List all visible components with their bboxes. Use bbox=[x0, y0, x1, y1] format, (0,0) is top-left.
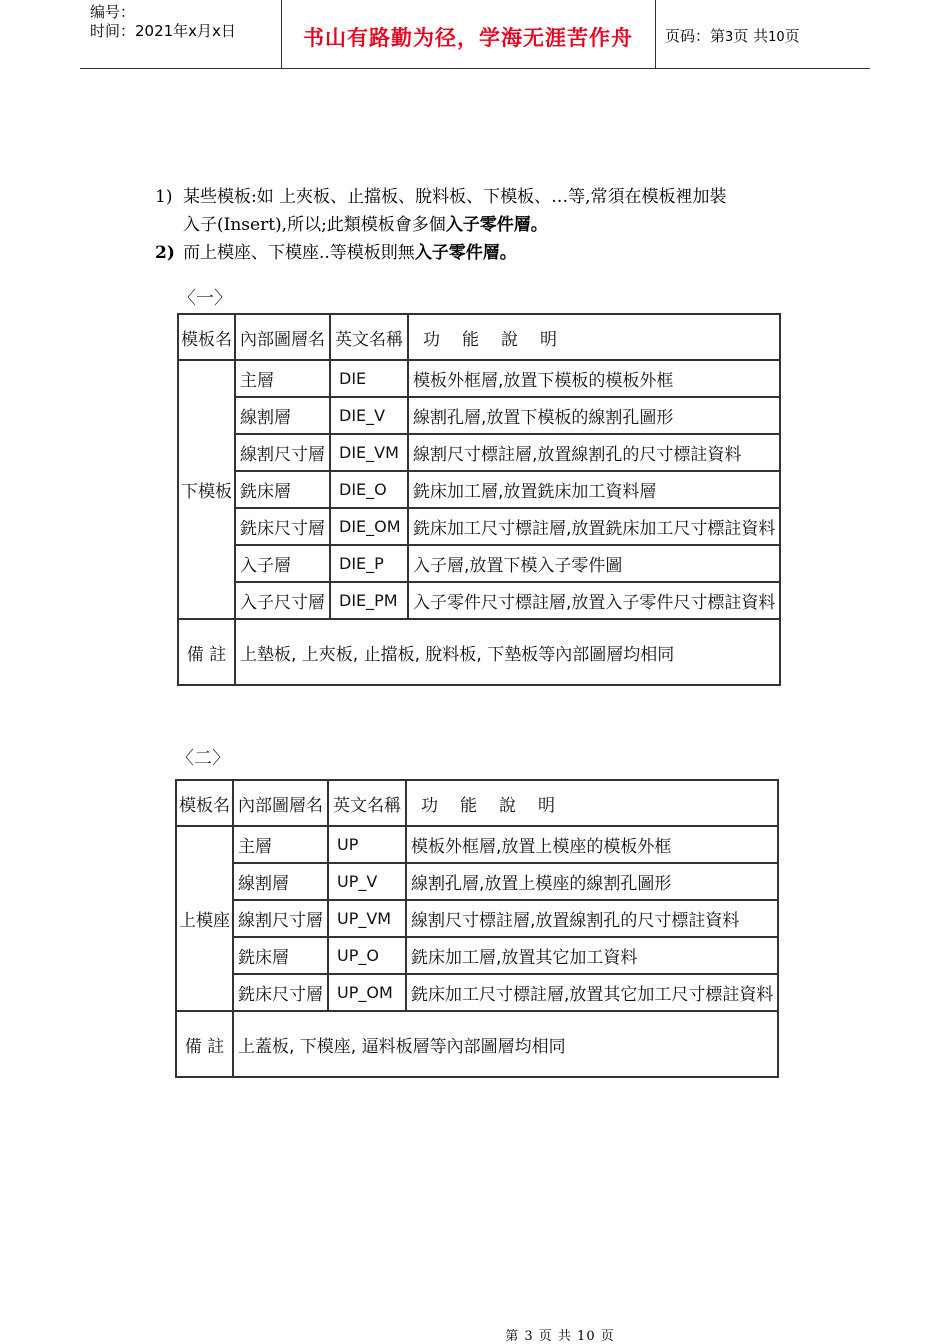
paragraph-text: 而上模座、下模座..等模板則無 bbox=[183, 243, 415, 263]
layer-name-cell: 主層 bbox=[235, 360, 330, 397]
english-name-cell: DIE_PM bbox=[330, 582, 408, 619]
table-header-row bbox=[178, 314, 780, 360]
page-mid: 页 共 bbox=[733, 27, 769, 45]
layer-name-cell: 線割層 bbox=[233, 863, 328, 900]
header-motto: 书山有路勤为径，学海无涯苦作舟 bbox=[303, 26, 633, 50]
table-row bbox=[178, 471, 780, 508]
table-row bbox=[176, 863, 778, 900]
paragraph-2 bbox=[155, 239, 517, 267]
header-divider bbox=[281, 0, 282, 68]
header-cell: 功能說明 bbox=[408, 314, 780, 360]
time-label: 时间：2021年x月x日 bbox=[90, 22, 236, 40]
description-cell: 線割尺寸標註層,放置線割孔的尺寸標註資料 bbox=[406, 900, 778, 937]
table-row bbox=[176, 826, 778, 863]
page-prefix: 页码：第 bbox=[665, 27, 726, 45]
header-cell: 內部圖層名 bbox=[235, 314, 330, 360]
english-name-cell: UP bbox=[328, 826, 406, 863]
header-cell: 英文名稱 bbox=[328, 780, 406, 826]
description-cell: 入子層,放置下模入子零件圖 bbox=[408, 545, 780, 582]
english-name-cell: UP_VM bbox=[328, 900, 406, 937]
layer-name-cell: 主層 bbox=[233, 826, 328, 863]
paragraph-number: 2) bbox=[155, 243, 175, 263]
note-label-cell: 備 註 bbox=[178, 619, 235, 685]
page-footer: 第 3 页 共 10 页 bbox=[505, 1329, 615, 1344]
layer-name-cell: 入子層 bbox=[235, 545, 330, 582]
table-header-row bbox=[176, 780, 778, 826]
english-name-cell: DIE_V bbox=[330, 397, 408, 434]
description-cell: 銑床加工層,放置其它加工資料 bbox=[406, 937, 778, 974]
description-cell: 銑床加工尺寸標註層,放置其它加工尺寸標註資料 bbox=[406, 974, 778, 1011]
english-name-cell: DIE bbox=[330, 360, 408, 397]
table-note-row bbox=[178, 619, 780, 685]
english-name-cell: UP_V bbox=[328, 863, 406, 900]
table2-caption: 〈二〉 bbox=[176, 748, 230, 769]
table-row bbox=[178, 360, 780, 397]
table1 bbox=[177, 313, 781, 686]
description-cell: 銑床加工層,放置銑床加工資料層 bbox=[408, 471, 780, 508]
english-name-cell: UP_OM bbox=[328, 974, 406, 1011]
description-cell: 入子零件尺寸標註層,放置入子零件尺寸標註資料 bbox=[408, 582, 780, 619]
paragraph-continuation bbox=[155, 211, 727, 239]
page-header bbox=[80, 0, 870, 69]
paragraph-text: 入子(Insert),所以;此類模板會多個 bbox=[183, 215, 446, 235]
header-cell: 模板名 bbox=[176, 780, 233, 826]
note-cell: 上墊板, 上夾板, 止擋板, 脫料板, 下墊板等內部圖層均相同 bbox=[235, 619, 780, 685]
description-cell: 模板外框層,放置下模板的模板外框 bbox=[408, 360, 780, 397]
table-note-row bbox=[176, 1011, 778, 1077]
header-cell: 模板名 bbox=[178, 314, 235, 360]
number-label: 编号： bbox=[90, 3, 136, 21]
description-cell: 線割孔層,放置上模座的線割孔圖形 bbox=[406, 863, 778, 900]
english-name-cell: DIE_VM bbox=[330, 434, 408, 471]
table-row bbox=[176, 974, 778, 1011]
note-cell: 上蓋板, 下模座, 逼料板層等內部圖層均相同 bbox=[233, 1011, 778, 1077]
header-cell: 英文名稱 bbox=[330, 314, 408, 360]
layer-name-cell: 銑床尺寸層 bbox=[233, 974, 328, 1011]
english-name-cell: UP_O bbox=[328, 937, 406, 974]
layer-name-cell: 銑床層 bbox=[233, 937, 328, 974]
layer-name-cell: 入子尺寸層 bbox=[235, 582, 330, 619]
table-row bbox=[178, 397, 780, 434]
paragraph-1 bbox=[155, 183, 727, 239]
header-divider bbox=[655, 0, 656, 68]
english-name-cell: DIE_O bbox=[330, 471, 408, 508]
layer-name-cell: 銑床尺寸層 bbox=[235, 508, 330, 545]
page-suffix: 页 bbox=[784, 27, 800, 45]
paragraph-bold-text: 入子零件層。 bbox=[445, 215, 548, 235]
table1-caption: 〈一〉 bbox=[178, 288, 232, 309]
english-name-cell: DIE_P bbox=[330, 545, 408, 582]
paragraph-bold-text: 入子零件層。 bbox=[414, 243, 517, 263]
page-current: 3 bbox=[725, 30, 734, 45]
group-cell: 上模座 bbox=[176, 826, 233, 1011]
header-cell: 內部圖層名 bbox=[233, 780, 328, 826]
table-row bbox=[176, 900, 778, 937]
table-row bbox=[178, 434, 780, 471]
paragraph-line: 某些模板:如 上夾板、止擋板、脫料板、下模板、…等,常須在模板裡加裝 bbox=[183, 187, 727, 207]
table-row bbox=[178, 545, 780, 582]
note-label-cell: 備 註 bbox=[176, 1011, 233, 1077]
layer-name-cell: 線割尺寸層 bbox=[233, 900, 328, 937]
header-cell: 功能說明 bbox=[406, 780, 778, 826]
layer-name-cell: 線割尺寸層 bbox=[235, 434, 330, 471]
page-total: 10 bbox=[768, 30, 785, 45]
header-meta bbox=[90, 3, 236, 41]
layer-name-cell: 線割層 bbox=[235, 397, 330, 434]
description-cell: 線割孔層,放置下模板的線割孔圖形 bbox=[408, 397, 780, 434]
group-cell: 下模板 bbox=[178, 360, 235, 619]
table-row bbox=[178, 582, 780, 619]
description-cell: 模板外框層,放置上模座的模板外框 bbox=[406, 826, 778, 863]
paragraph-number: 1) bbox=[155, 187, 173, 207]
english-name-cell: DIE_OM bbox=[330, 508, 408, 545]
table2 bbox=[175, 779, 779, 1078]
description-cell: 銑床加工尺寸標註層,放置銑床加工尺寸標註資料 bbox=[408, 508, 780, 545]
description-cell: 線割尺寸標註層,放置線割孔的尺寸標註資料 bbox=[408, 434, 780, 471]
table-row bbox=[176, 937, 778, 974]
layer-name-cell: 銑床層 bbox=[235, 471, 330, 508]
header-page-info bbox=[665, 25, 800, 46]
table-row bbox=[178, 508, 780, 545]
